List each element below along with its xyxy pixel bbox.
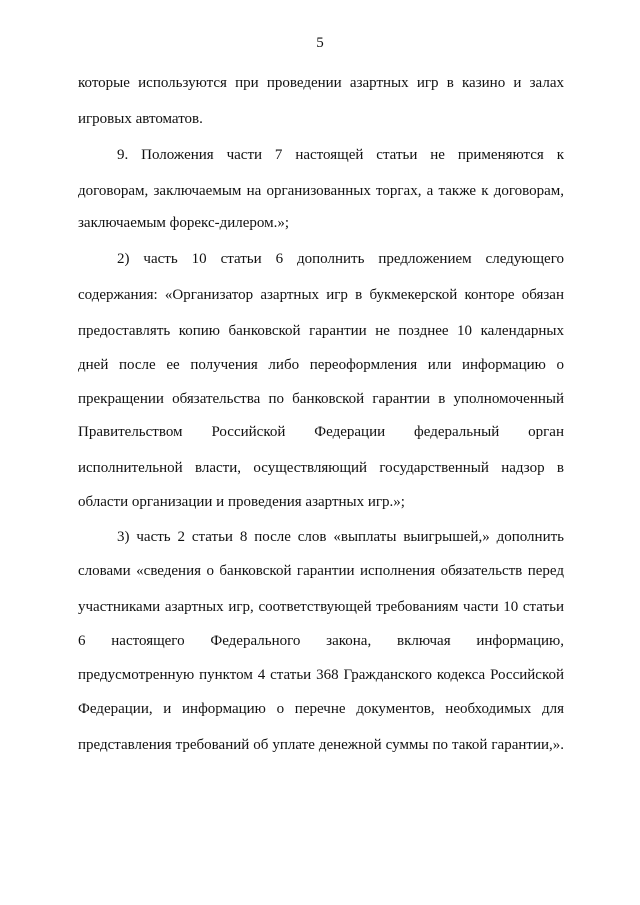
text-line: игровых автоматов. (78, 111, 203, 127)
text-line: исполнительной власти, осуществляющий государственный надзор в (78, 460, 564, 476)
text-line: содержания: «Организатор азартных игр в букмекерской конторе обязан (78, 287, 564, 303)
text-line: Федерации, и информацию о перечне документов, необходимых для (78, 701, 564, 717)
text-line: предусмотренную пунктом 4 статьи 368 Гражданского кодекса Российской (78, 667, 564, 683)
text-line: которые используются при проведении азартных игр в казино и залах (78, 75, 564, 91)
text-line: Правительством Российской Федерации федеральный орган (78, 424, 564, 440)
text-line: словами «сведения о банковской гарантии исполнения обязательств перед (78, 563, 564, 579)
item-3-first-line: 3) часть 2 статьи 8 после слов «выплаты выигрышей,» дополнить (117, 529, 564, 545)
text-line: области организации и проведения азартных игр.»; (78, 494, 405, 510)
page-number: 5 (316, 35, 324, 51)
text-line: представления требований об уплате денежной суммы по такой гарантии,». (78, 737, 564, 753)
text-line: прекращении обязательства по банковской гарантии в уполномоченный (78, 391, 564, 407)
text-line: договорам, заключаемым на организованных торгах, а также к договорам, (78, 183, 564, 199)
text-line: участниками азартных игр, соответствующей требованиям части 10 статьи (78, 599, 564, 615)
text-line: заключаемым форекс-дилером.»; (78, 215, 290, 231)
text-line: предоставлять копию банковской гарантии не позднее 10 календарных (78, 323, 564, 339)
text-line: дней после ее получения либо переоформления или информацию о (78, 357, 564, 373)
paragraph-9-first-line: 9. Положения части 7 настоящей статьи не применяются к (117, 147, 564, 163)
text-line: 6 настоящего Федерального закона, включая информацию, (78, 633, 564, 649)
item-2-first-line: 2) часть 10 статьи 6 дополнить предложением следующего (117, 251, 564, 267)
